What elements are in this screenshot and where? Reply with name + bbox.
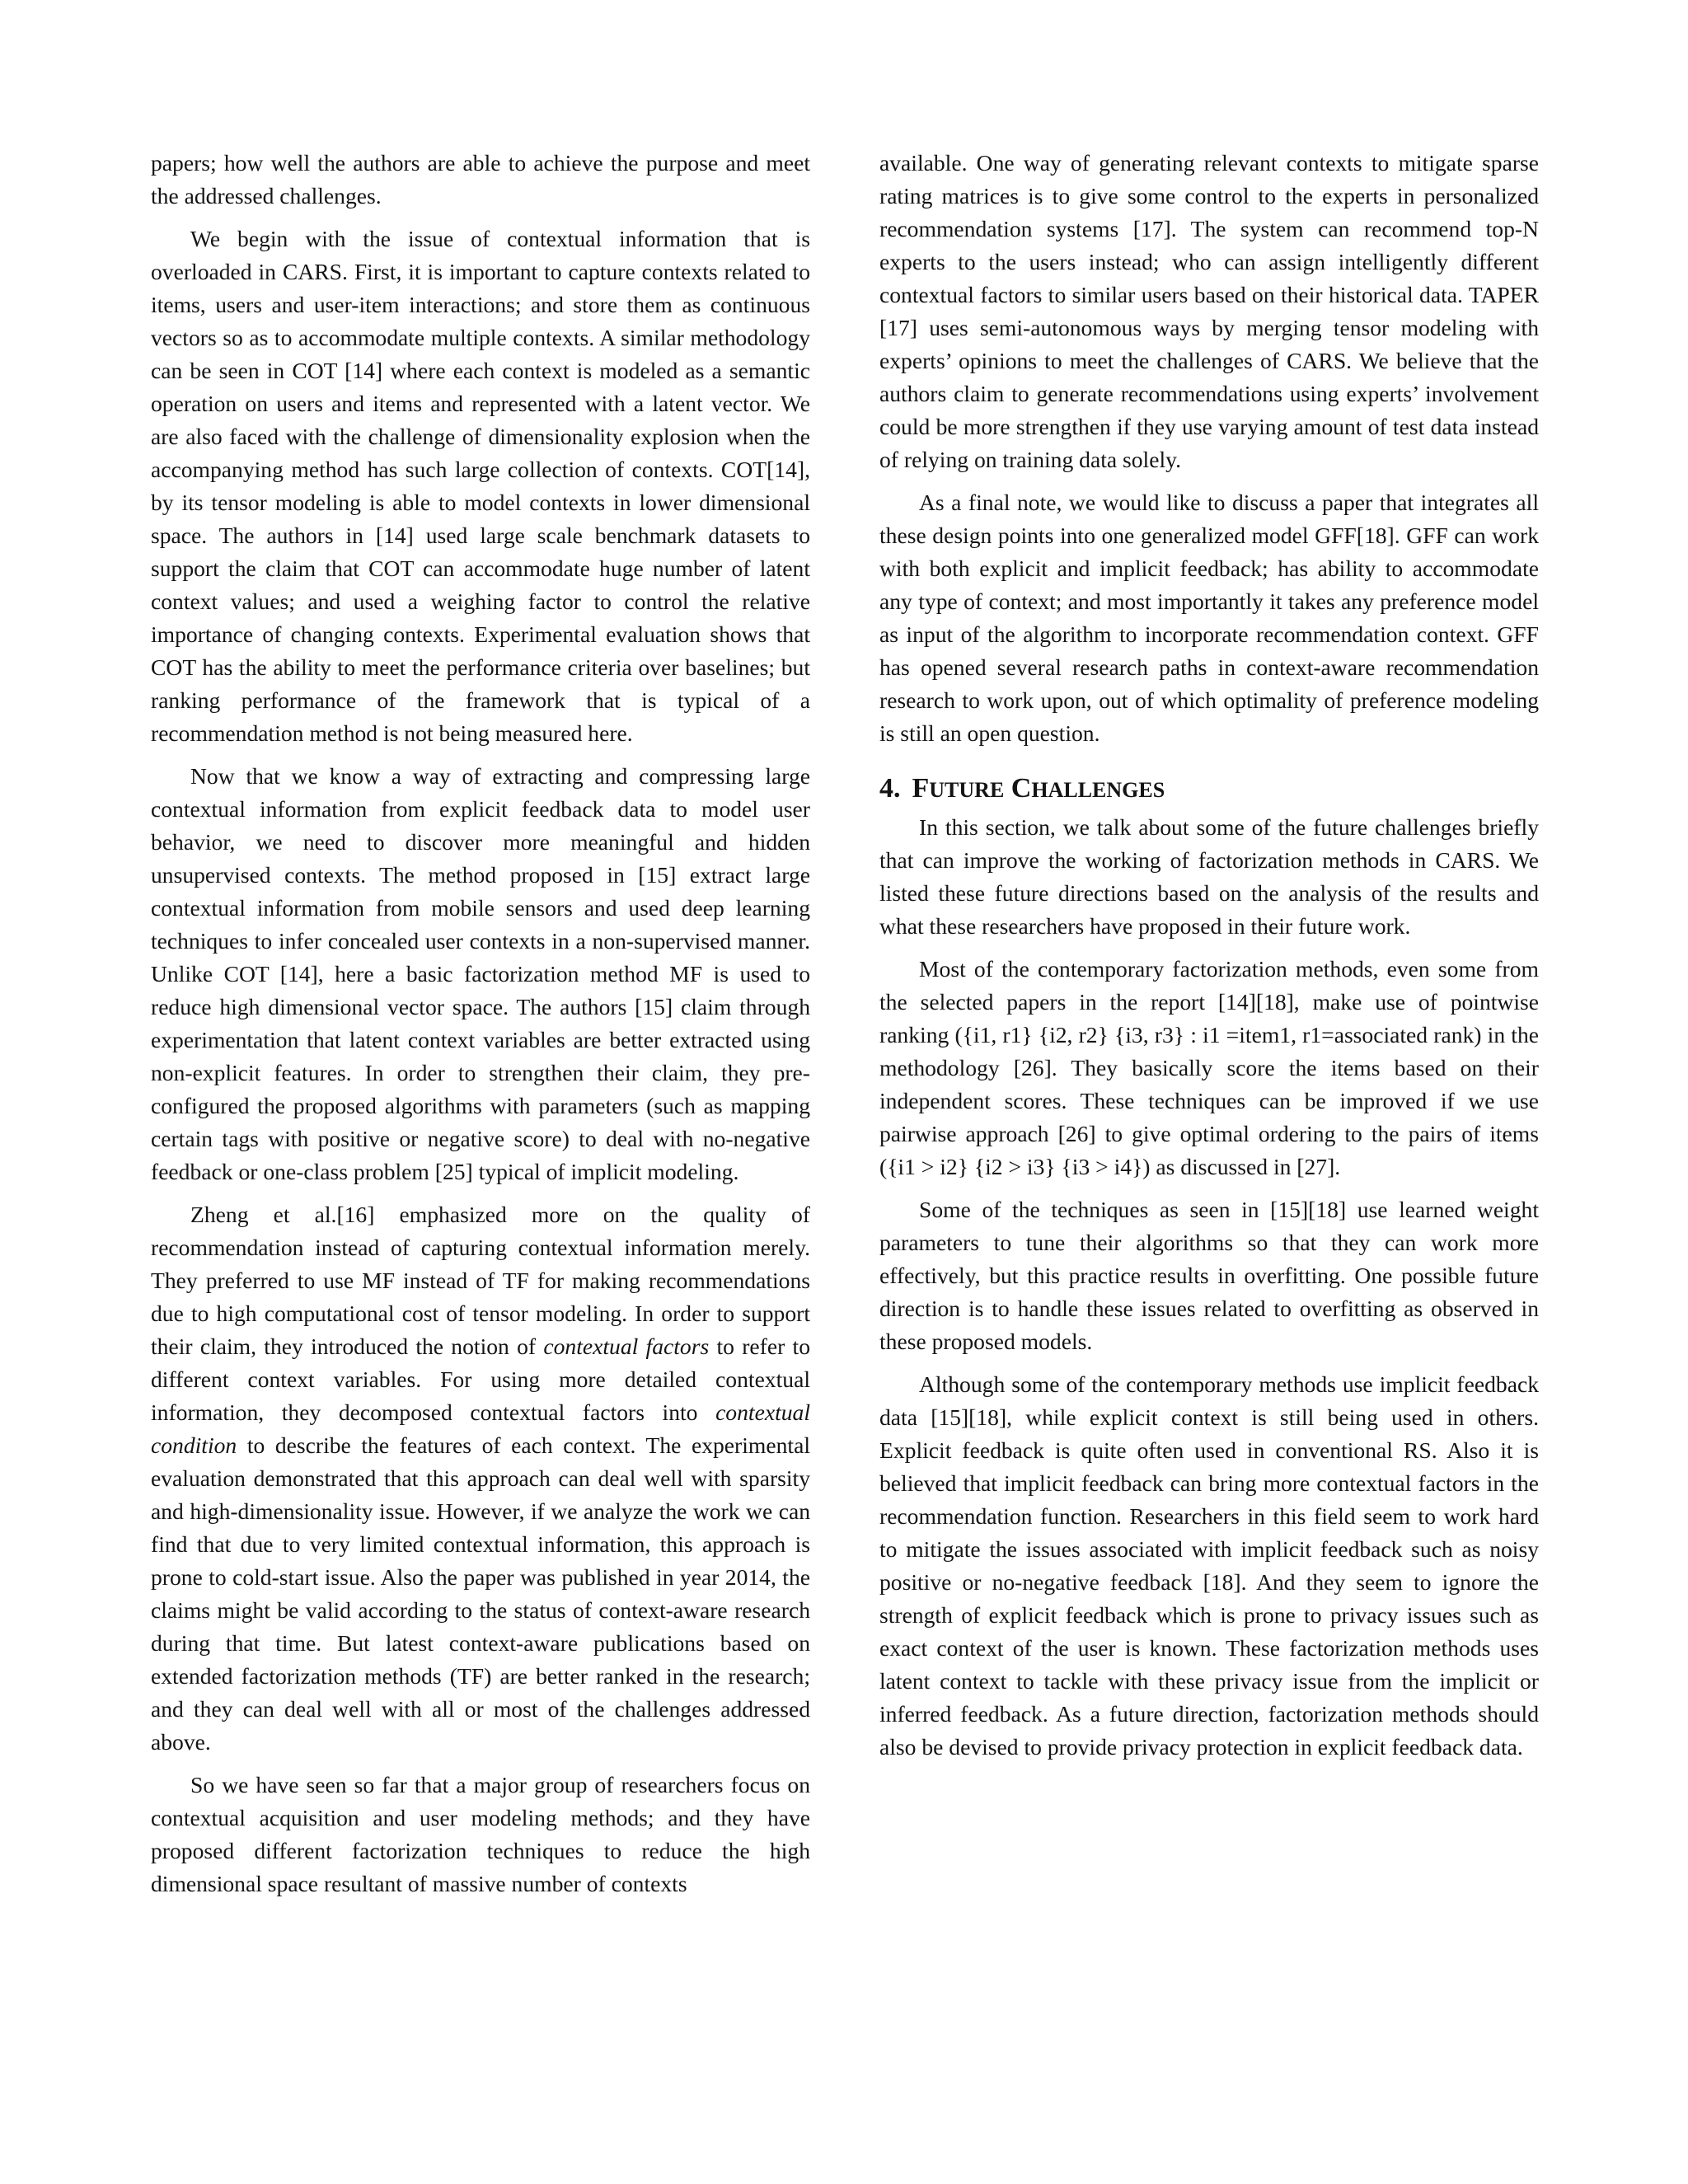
section-title-cap-2: C: [1010, 773, 1032, 804]
section-title-cap-1: F: [912, 773, 930, 804]
zheng-text-c: to describe the features of each context. The experimental evaluation demonstrated that this approach can deal well with sparsity and high-dimensionality issue. However, if we analyze the work we can find that due to very limited contextual information, this approach is prone to cold-start issue. Also the paper was published in year 2014, the claims might be valid according to the status of context-aware research during that time. But latest context-aware publications based on extended factorization methods (TF) are better ranked in the research; and they can deal well with all or most of the challenges addressed above.: [151, 1432, 810, 1755]
paragraph-section-intro: In this section, we talk about some of the future challenges briefly that can improve the working of factorization methods in CARS. We listed these future directions based on the analysis of the results and what these researchers have proposed in their future work.: [879, 814, 1539, 939]
section-heading-future-challenges: [879, 768, 1539, 811]
paragraph-continuation: papers; how well the authors are able to achieve the purpose and meet the addressed challenges.: [151, 150, 810, 209]
section-title-rest-1: UTURE: [929, 778, 1005, 802]
right-column: [879, 147, 1539, 1764]
zheng-text-b: to refer to different context variables. For using more detailed contextual information, they decomposed contextual factors into: [151, 1333, 811, 1425]
section-number: 4.: [879, 773, 901, 804]
term-contextual-condition: contextual condition: [151, 1399, 810, 1458]
paragraph-experts: available. One way of generating relevant contexts to mitigate sparse rating matrices is to give some control to the experts in personalized recommendation systems [17]. The system can recommend top-N experts to the users instead; who can assign intelligently different contextual factors to similar users based on their historical data. TAPER [17] uses semi-autonomous ways by merging tensor modeling with experts’ opinions to meet the challenges of CARS. We believe that the authors claim to generate recommendations using experts’ involvement could be more strengthen if they use varying amount of test data instead of relying on training data solely.: [879, 150, 1539, 472]
paragraph-pointwise-ranking: Most of the contemporary factorization methods, even some from the selected papers in the report [14][18], make use of pointwise ranking ({i1, r1} {i2, r2} {i3, r3} : i1 =item1, r1=associated rank) in the methodology [26]. They basically score the items based on their independent scores. These techniques can be improved if we use pairwise approach [26] to give optimal ordering to the pairs of items ({i1 > i2} {i2 > i3} {i3 > i4}) as discussed in [27].: [879, 956, 1539, 1179]
paragraph-gff: As a final note, we would like to discuss a paper that integrates all these design points into one generalized model GFF[18]. GFF can work with both explicit and implicit feedback; has ability to accommodate any type of context; and most importantly it takes any preference model as input of the algorithm to incorporate recommendation context. GFF has opened several research paths in context-aware recommendation research to work upon, out of which optimality of preference modeling is still an open question.: [879, 490, 1539, 746]
paragraph-summary: So we have seen so far that a major group of researchers focus on contextual acquisition and user modeling methods; and they have proposed different factorization techniques to reduce the high dimensional space resultant of massive number of contexts: [151, 1772, 810, 1896]
paragraph-unsupervised-contexts: Now that we know a way of extracting and compressing large contextual information from explicit feedback data to model user behavior, we need to discover more meaningful and hidden unsupervised contexts. The method proposed in [15] extract large contextual information from mobile sensors and used deep learning techniques to infer concealed user contexts in a non-supervised manner. Unlike COT [14], here a basic factorization method MF is used to reduce high dimensional vector space. The authors [15] claim through experimentation that latent context variables are better extracted using non-explicit features. In order to strengthen their claim, they pre-configured the proposed algorithms with parameters (such as mapping certain tags with positive or negative score) to deal with no-negative feedback or one-class problem [25] typical of implicit modeling.: [151, 763, 810, 1184]
term-contextual-factors: contextual factors: [543, 1333, 710, 1359]
paragraph-overfitting: Some of the techniques as seen in [15][18] use learned weight parameters to tune their algorithms so that they can work more effectively, but this practice results in overfitting. One possible future direction is to handle these issues related to overfitting as observed in these proposed models.: [879, 1197, 1539, 1354]
zheng-text-a: Zheng et al.[16] emphasized more on the quality of recommendation instead of capturing contextual information merely. They preferred to use MF instead of TF for making recommendations due to high computational cost of tensor modeling. In order to support their claim, they introduced the notion of: [151, 1202, 810, 1359]
paragraph-privacy: Although some of the contemporary methods use implicit feedback data [15][18], while explicit context is still being used in others. Explicit feedback is quite often used in conventional RS. Also it is believed that implicit feedback can bring more contextual factors in the recommendation function. Researchers in this field seem to work hard to mitigate the issues associated with implicit feedback such as noisy positive or no-negative feedback [18]. And they seem to ignore the strength of explicit feedback which is prone to privacy issues such as exact context of the user is known. These factorization methods uses latent context to tackle with these privacy issue from the implicit or inferred feedback. As a future direction, factorization methods should also be devised to provide privacy protection in explicit feedback data.: [879, 1371, 1539, 1760]
left-column: [151, 147, 810, 1900]
section-title-rest-2: HALLENGES: [1031, 778, 1165, 802]
paragraph-zheng: [151, 1198, 810, 1759]
paragraph-cot: We begin with the issue of contextual information that is overloaded in CARS. First, it is important to capture contexts related to items, users and user-item interactions; and store them as continuous vectors so as to accommodate multiple contexts. A similar methodology can be seen in COT [14] where each context is modeled as a semantic operation on users and items and represented with a latent vector. We are also faced with the challenge of dimensionality explosion when the accompanying method has such large collection of contexts. COT[14], by its tensor modeling is able to model contexts in lower dimensional space. The authors in [14] used large scale benchmark datasets to support the claim that COT can accommodate huge number of latent context values; and used a weighing factor to control the relative importance of changing contexts. Experimental evaluation shows that COT has the ability to meet the performance criteria over baselines; but ranking performance of the framework that is typical of a recommendation method is not being measured here.: [151, 226, 810, 746]
